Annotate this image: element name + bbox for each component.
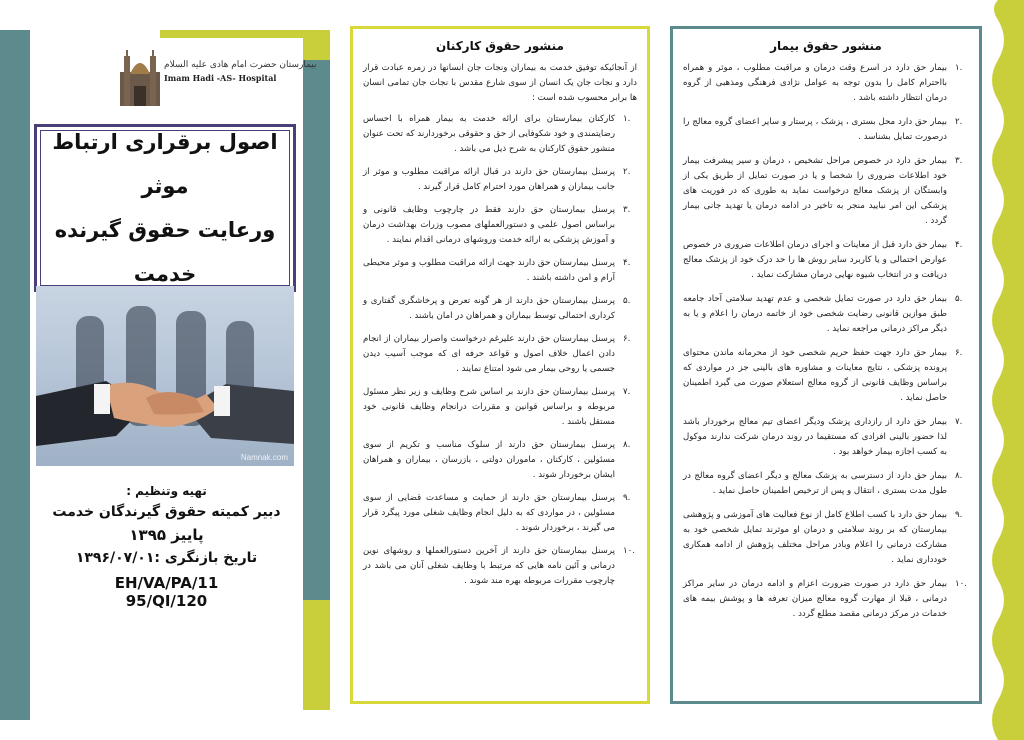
staff-rights-heading: منشور حقوق کارکنان [436, 39, 564, 53]
title-line-1: اصول برقراری ارتباط موثر [52, 130, 278, 198]
season-year: پاییز ۱۳۹۵ [129, 526, 204, 544]
list-item: .۸ بیمار حق دارد از دسترسی به پزشک معالج و دیگر اعضای گروه معالج در طول مدت بستری ، انتقال و پس از ترخیص اطمینان حاصل نماید . [683, 471, 963, 496]
list-item: .۴ بیمار حق دارد قبل از معاینات و اجرای درمان اطلاعات ضروری در خصوص عوارض احتمالی و یا کاربرد سایر روش ها را حد درک خود از پزشک معالج دریافت و در انتخاب شیوه نهایی درمان مشارکت نماید . [683, 240, 963, 280]
list-item: .۵ بیمار حق دارد در صورت تمایل شخصی و عدم تهدید سلامتی آحاد جامعه طبق موازین قانونی رضایت شخصی خود از خاتمه درمان را اعلام و یا به دیگر مراکز درمانی مراجعه نماید . [683, 294, 963, 334]
document-code-1: EH/VA/PA/11 [114, 574, 219, 592]
list-item: .۶ بیمار حق دارد جهت حفظ حریم شخصی خود از محرمانه ماندن محتوای پرونده پزشکی ، نتایج معاینات و مشاوره های بالینی جز در مواردی که براساس وظایف قانونی از گروه معالج استعلام صورت می گیرد اطمینان حاصل نماید . [683, 348, 963, 403]
patient-rights-list [683, 61, 969, 622]
committee-name: دبیر کمیته حقوق گیرندگان خدمت [52, 504, 281, 520]
photo-watermark: Namnak.com [240, 453, 288, 462]
credits-block [30, 484, 303, 610]
handshake-illustration [36, 286, 294, 466]
cover-inner [30, 38, 317, 704]
list-item: .۷ بیمار حق دارد از رازداری پزشک ودیگر اعضای تیم معالج برخوردار باشد لذا حضور بالینی افرادی که مستقیما در روند درمان شرکت ندارند موکول به کسب اجازه بیمار خواهد بود . [683, 417, 963, 457]
document-code-2: 95/QI/120 [125, 592, 208, 610]
staff-rights-intro: از آنجائیکه توفیق خدمت به بیماران ونجات جان انسانها در زمره عبادت قرار دارد و نجات جان یک انسان از سوی شارع مقدس با نجات جان تمامی انسان ها برابر محسوب شده است : [363, 63, 637, 103]
list-item: .۵ پرسنل بیمارستان حق دارند از هر گونه تعرض و پرخاشگری گفتاری و کرداری احتمالی توسط بیماران و همراهان در امان باشند . [363, 296, 631, 321]
cover-title [41, 120, 289, 296]
mosque-building-icon [114, 46, 166, 110]
list-item: .۲ پرسنل بیمارستان حق دارند در قبال ارائه مراقبت مطلوب و موثر از جانب بیماران و همراهان مورد احترام کامل قرار گیرند . [363, 167, 631, 192]
staff-rights-panel [350, 26, 650, 704]
patient-rights-panel [670, 26, 982, 704]
logo-english-text: Imam Hadi -AS- Hospital [164, 73, 277, 83]
list-item: .۲ بیمار حق دارد محل بستری ، پزشک ، پرستار و سایر اعضای گروه معالج را درصورت تمایل بشناسد . [683, 117, 963, 142]
list-item: .۳ بیمار حق دارد در خصوص مراحل تشخیص ، درمان و سیر پیشرفت بیمار خود اطلاعات ضروری را شخصا و یا در صورت تمایل از طریق یکی از وابستگان از پزشک معالج درخواست نماید به طوری که در فوریت های پزشکی این امر نبایید منجر به تاخیر در ادامه درمان یا تهدید جانی بیمار گردد . [683, 156, 963, 226]
title-frame [34, 124, 296, 292]
list-item: .۹ پرسنل بیمارستان حق دارند از حمایت و مساعدت قضایی از سوی مسئولین ، در مواردی که به دلیل انجام وظایف شغلی مورد پیگرد قرار می گیرند ، برخوردار شوند . [363, 493, 631, 533]
wavy-lime-border [984, 0, 1024, 740]
list-item: .۱ کارکنان بیمارستان برای ارائه خدمت به بیمار همراه با احساس رضایتمندی و خود شکوفایی از حق و حقوقی برخوردارند که تحت عنوان منشور حقوق کارکنان به شرح ذیل می باشد . [363, 114, 631, 154]
list-item: .۱۰ پرسنل بیمارستان حق دارند از آخرین دستورالعملها و روشهای نوین درمانی و آئین نامه هایی که مرتبط با وظایف شغلی آنان می باشد در چارچوب مقررات مربوطه بهره مند شوند . [363, 546, 635, 586]
logo-persian-text: بیمارستان حضرت امام هادی علیه السلام [164, 60, 317, 70]
list-item: .۳ پرسنل بیمارستان حق دارند فقط در چارچوب وظایف قانونی و براساس اصول علمی و دستورالعملهای مصوب وزرات بهداشت درمان و آموزش پزشکی به ارائه خدمت وروشهای درمانی اقدام نمایند . [363, 205, 631, 245]
cover-panel [0, 0, 330, 740]
staff-rights-list [363, 112, 637, 589]
review-date: تاریخ بازنگری :۱۳۹۶/۰۷/۰۱ [75, 550, 258, 566]
prepared-by-label: تهیه وتنظیم : [126, 484, 207, 498]
list-item: .۷ پرسنل بیمارستان حق دارند بر اساس شرح وظایف و زیر نظر مسئول مربوطه و براساس قوانین و مقررات درانجام وظایف قانونی خود مستقل باشند . [363, 387, 631, 427]
list-item: .۶ پرسنل بیمارستان حق دارند علیرغم درخواست واصرار بیماران از انجام دادن اعمال خلاف اصول و قواعد حرفه ای که موجب آسیب دیدن جسمی یا روحی بیمار می شود امتناع نمایند . [363, 334, 631, 374]
title-line-2: ورعایت حقوق گیرنده خدمت [54, 218, 276, 286]
list-item: .۱ بیمار حق دارد در اسرع وقت درمان و مراقبت مطلوب ، موثر و همراه بااحترام کامل را بدون توجه به عوامل نژادی فرهنگی ومذهبی از گروه درمان انتظار داشته باشد . [683, 63, 963, 103]
patient-rights-heading: منشور حقوق بیمار [770, 39, 882, 53]
list-item: .۱۰ بیمار حق دارد در صورت ضرورت اعزام و ادامه درمان در سایر مراکز درمانی ، قبلا از مهارت گروه معالج میزان تعرفه ها و پوشش بیمه های خدمات در مرکز درمانی مقصد مطلع گردد . [683, 579, 967, 619]
list-item: .۸ پرسنل بیمارستان حق دارند از سلوک مناسب و تکریم از سوی مسئولین ، کارکنان ، ماموران دولتی ، بازرسان ، بیماران و همراهان ایشان برخوردار شوند . [363, 440, 631, 480]
hospital-logo [114, 40, 317, 114]
list-item: .۴ پرسنل بیمارستان حق دارند جهت ارائه مراقبت مطلوب و موثر محیطی آرام و امن داشته باشند . [363, 258, 631, 283]
handshake-photo [36, 286, 294, 466]
list-item: .۹ بیمار حق دارد با کسب اطلاع کامل از نوع فعالیت های آموزشی و پژوهشی بیمارستان که بر روند سلامتی و درمان او موثرند تمایل شخصی خود به مشارکت درمانی را اعلام وبادر مراحل مختلف پژوهش از ادامه همکاری خودداری نماید . [683, 510, 963, 565]
